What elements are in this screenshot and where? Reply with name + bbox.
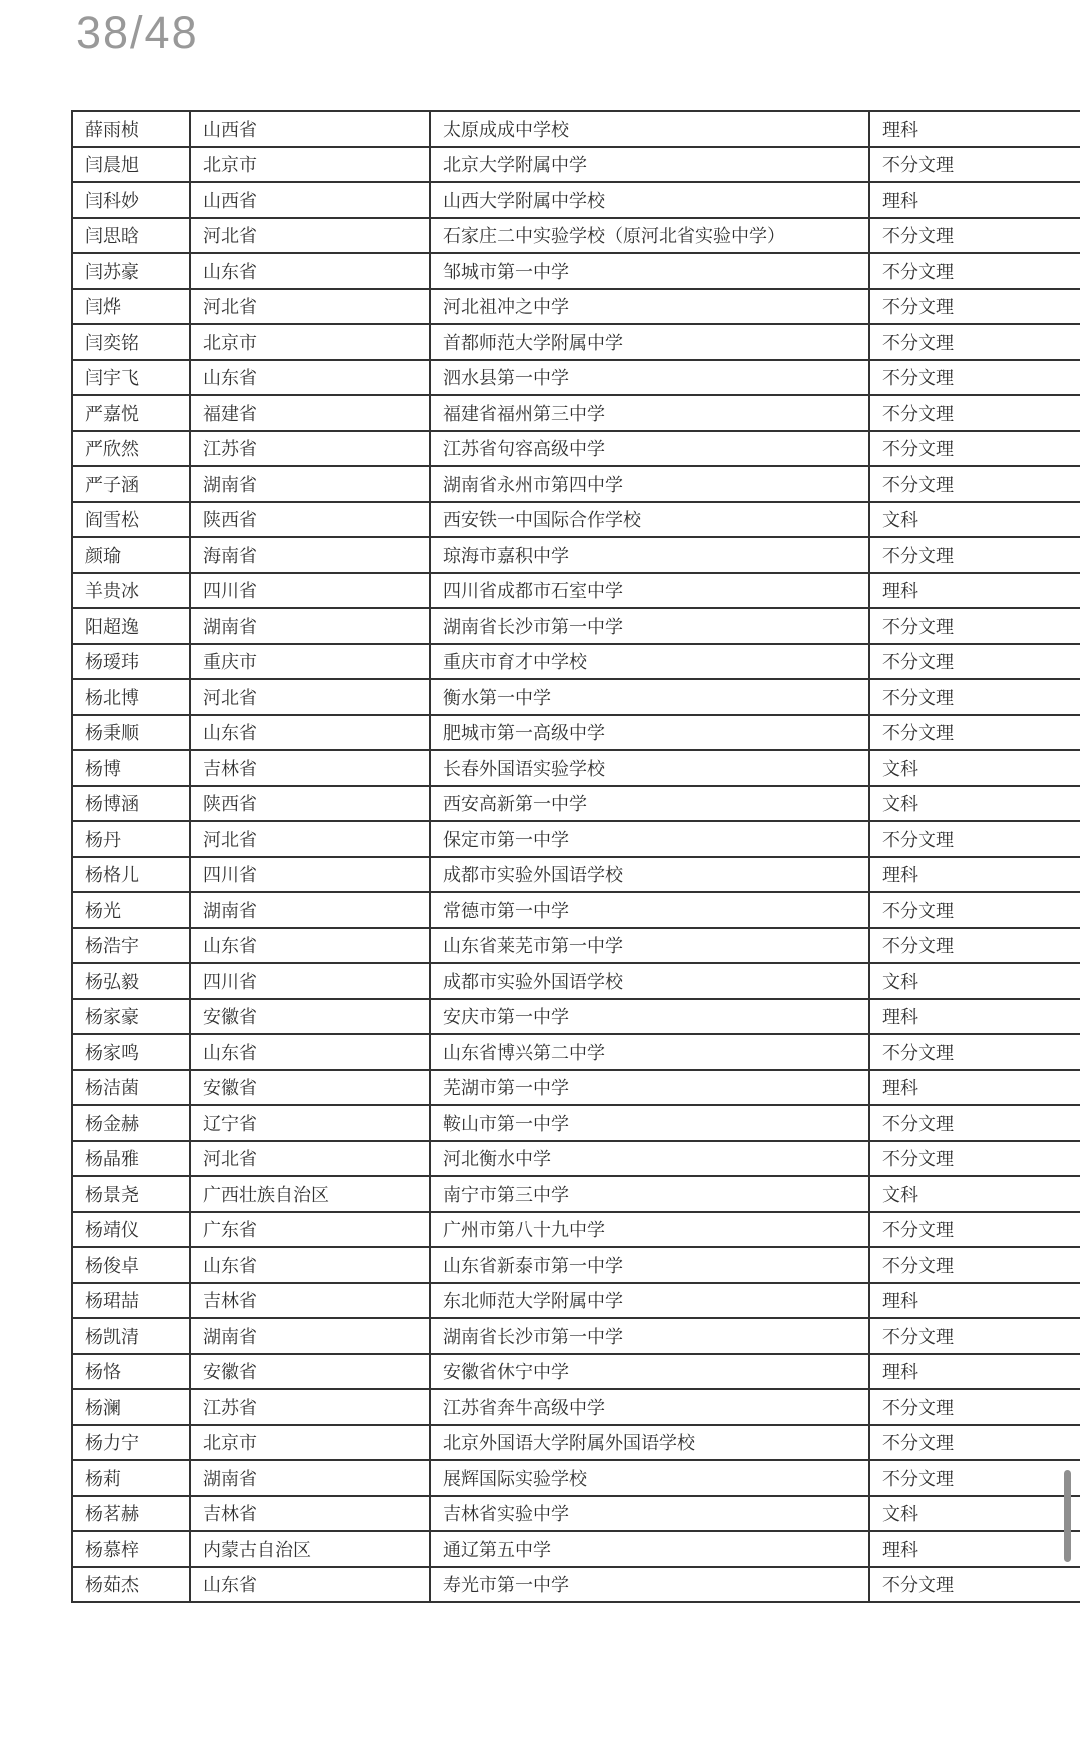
table-row <box>72 1531 1080 1567</box>
table-row <box>72 679 1080 715</box>
cell-province: 北京市 <box>190 324 430 360</box>
cell-school: 邹城市第一中学 <box>430 253 869 289</box>
cell-province: 山西省 <box>190 111 430 147</box>
cell-province: 湖南省 <box>190 608 430 644</box>
cell-name: 闫思晗 <box>72 218 190 254</box>
cell-school: 石家庄二中实验学校（原河北省实验中学） <box>430 218 869 254</box>
table-row <box>72 1318 1080 1354</box>
scrollbar-thumb[interactable] <box>1064 1470 1071 1562</box>
cell-province: 江苏省 <box>190 1389 430 1425</box>
cell-province: 辽宁省 <box>190 1105 430 1141</box>
cell-province: 四川省 <box>190 573 430 609</box>
cell-school: 北京外国语大学附属外国语学校 <box>430 1425 869 1461</box>
table-row <box>72 395 1080 431</box>
cell-category: 理科 <box>869 1531 1080 1567</box>
table-row <box>72 1460 1080 1496</box>
cell-category: 文科 <box>869 750 1080 786</box>
cell-name: 杨凯清 <box>72 1318 190 1354</box>
table-row <box>72 360 1080 396</box>
cell-province: 北京市 <box>190 147 430 183</box>
cell-school: 长春外国语实验学校 <box>430 750 869 786</box>
table-row <box>72 750 1080 786</box>
table-row <box>72 821 1080 857</box>
cell-school: 江苏省奔牛高级中学 <box>430 1389 869 1425</box>
cell-name: 杨晶雅 <box>72 1141 190 1177</box>
cell-name: 阳超逸 <box>72 608 190 644</box>
cell-province: 广西壮族自治区 <box>190 1176 430 1212</box>
cell-category: 不分文理 <box>869 1460 1080 1496</box>
cell-category: 不分文理 <box>869 715 1080 751</box>
cell-province: 福建省 <box>190 395 430 431</box>
cell-school: 湖南省长沙市第一中学 <box>430 608 869 644</box>
cell-name: 杨力宁 <box>72 1425 190 1461</box>
cell-category: 不分文理 <box>869 253 1080 289</box>
cell-school: 南宁市第三中学 <box>430 1176 869 1212</box>
table-row <box>72 111 1080 147</box>
cell-school: 太原成成中学校 <box>430 111 869 147</box>
cell-school: 琼海市嘉积中学 <box>430 537 869 573</box>
table-row <box>72 431 1080 467</box>
cell-name: 杨格儿 <box>72 857 190 893</box>
cell-name: 杨家鸣 <box>72 1034 190 1070</box>
cell-category: 理科 <box>869 999 1080 1035</box>
cell-province: 广东省 <box>190 1212 430 1248</box>
table-row <box>72 1283 1080 1319</box>
cell-name: 闫烨 <box>72 289 190 325</box>
cell-province: 湖南省 <box>190 892 430 928</box>
cell-name: 杨博 <box>72 750 190 786</box>
cell-school: 四川省成都市石室中学 <box>430 573 869 609</box>
cell-name: 羊贵冰 <box>72 573 190 609</box>
table-row <box>72 147 1080 183</box>
table-row <box>72 1141 1080 1177</box>
cell-province: 湖南省 <box>190 1460 430 1496</box>
cell-school: 北京大学附属中学 <box>430 147 869 183</box>
cell-province: 山东省 <box>190 1247 430 1283</box>
cell-school: 衡水第一中学 <box>430 679 869 715</box>
cell-school: 常德市第一中学 <box>430 892 869 928</box>
cell-school: 通辽第五中学 <box>430 1531 869 1567</box>
cell-name: 杨珺喆 <box>72 1283 190 1319</box>
table-row <box>72 644 1080 680</box>
cell-school: 江苏省句容高级中学 <box>430 431 869 467</box>
cell-name: 杨茹杰 <box>72 1567 190 1603</box>
cell-province: 安徽省 <box>190 1070 430 1106</box>
cell-province: 陕西省 <box>190 786 430 822</box>
table-row <box>72 1034 1080 1070</box>
cell-school: 芜湖市第一中学 <box>430 1070 869 1106</box>
cell-name: 闫晨旭 <box>72 147 190 183</box>
table-row <box>72 466 1080 502</box>
cell-category: 不分文理 <box>869 1212 1080 1248</box>
cell-province: 重庆市 <box>190 644 430 680</box>
cell-category: 不分文理 <box>869 218 1080 254</box>
cell-province: 四川省 <box>190 963 430 999</box>
cell-school: 保定市第一中学 <box>430 821 869 857</box>
cell-name: 杨光 <box>72 892 190 928</box>
cell-category: 文科 <box>869 1176 1080 1212</box>
cell-province: 河北省 <box>190 821 430 857</box>
cell-category: 不分文理 <box>869 431 1080 467</box>
table-row <box>72 857 1080 893</box>
cell-name: 杨澜 <box>72 1389 190 1425</box>
cell-category: 不分文理 <box>869 821 1080 857</box>
table-row <box>72 1070 1080 1106</box>
cell-school: 首都师范大学附属中学 <box>430 324 869 360</box>
cell-category: 文科 <box>869 963 1080 999</box>
cell-school: 山东省新泰市第一中学 <box>430 1247 869 1283</box>
cell-province: 吉林省 <box>190 750 430 786</box>
roster-table-body <box>72 111 1080 1602</box>
cell-category: 不分文理 <box>869 395 1080 431</box>
cell-name: 杨博涵 <box>72 786 190 822</box>
cell-province: 山东省 <box>190 1034 430 1070</box>
cell-school: 福建省福州第三中学 <box>430 395 869 431</box>
cell-province: 内蒙古自治区 <box>190 1531 430 1567</box>
cell-name: 严欣然 <box>72 431 190 467</box>
cell-name: 闫科妙 <box>72 182 190 218</box>
cell-name: 杨慕梓 <box>72 1531 190 1567</box>
table-row <box>72 999 1080 1035</box>
cell-name: 杨茗赫 <box>72 1496 190 1532</box>
cell-category: 理科 <box>869 111 1080 147</box>
cell-category: 不分文理 <box>869 1318 1080 1354</box>
cell-name: 杨洁菌 <box>72 1070 190 1106</box>
cell-category: 理科 <box>869 573 1080 609</box>
cell-name: 杨瑷玮 <box>72 644 190 680</box>
cell-province: 安徽省 <box>190 1354 430 1390</box>
table-row <box>72 573 1080 609</box>
cell-name: 颜瑜 <box>72 537 190 573</box>
cell-school: 安庆市第一中学 <box>430 999 869 1035</box>
cell-school: 山东省博兴第二中学 <box>430 1034 869 1070</box>
cell-school: 河北祖冲之中学 <box>430 289 869 325</box>
table-row <box>72 1247 1080 1283</box>
cell-category: 不分文理 <box>869 1141 1080 1177</box>
cell-school: 湖南省永州市第四中学 <box>430 466 869 502</box>
cell-category: 不分文理 <box>869 537 1080 573</box>
table-row <box>72 1567 1080 1603</box>
cell-school: 西安高新第一中学 <box>430 786 869 822</box>
cell-province: 吉林省 <box>190 1496 430 1532</box>
cell-province: 海南省 <box>190 537 430 573</box>
cell-category: 不分文理 <box>869 608 1080 644</box>
table-row <box>72 786 1080 822</box>
table-row <box>72 715 1080 751</box>
cell-name: 闫奕铭 <box>72 324 190 360</box>
cell-province: 山西省 <box>190 182 430 218</box>
cell-category: 不分文理 <box>869 147 1080 183</box>
cell-name: 薛雨桢 <box>72 111 190 147</box>
table-row <box>72 1176 1080 1212</box>
cell-province: 江苏省 <box>190 431 430 467</box>
cell-province: 四川省 <box>190 857 430 893</box>
table-row <box>72 963 1080 999</box>
cell-province: 陕西省 <box>190 502 430 538</box>
cell-province: 北京市 <box>190 1425 430 1461</box>
cell-category: 理科 <box>869 1354 1080 1390</box>
cell-category: 不分文理 <box>869 892 1080 928</box>
page-indicator: 38/48 <box>76 7 199 58</box>
cell-school: 重庆市育才中学校 <box>430 644 869 680</box>
cell-province: 山东省 <box>190 360 430 396</box>
cell-category: 不分文理 <box>869 644 1080 680</box>
cell-category: 不分文理 <box>869 1105 1080 1141</box>
cell-province: 山东省 <box>190 928 430 964</box>
table-row <box>72 892 1080 928</box>
cell-category: 不分文理 <box>869 1425 1080 1461</box>
cell-name: 杨浩宇 <box>72 928 190 964</box>
cell-name: 杨景尧 <box>72 1176 190 1212</box>
cell-name: 杨秉顺 <box>72 715 190 751</box>
cell-name: 严子涵 <box>72 466 190 502</box>
cell-category: 不分文理 <box>869 928 1080 964</box>
cell-school: 吉林省实验中学 <box>430 1496 869 1532</box>
table-row <box>72 182 1080 218</box>
cell-category: 理科 <box>869 182 1080 218</box>
cell-school: 成都市实验外国语学校 <box>430 963 869 999</box>
cell-school: 西安铁一中国际合作学校 <box>430 502 869 538</box>
cell-school: 展辉国际实验学校 <box>430 1460 869 1496</box>
table-row <box>72 537 1080 573</box>
cell-category: 不分文理 <box>869 324 1080 360</box>
table-row <box>72 928 1080 964</box>
cell-province: 山东省 <box>190 715 430 751</box>
cell-category: 理科 <box>869 1070 1080 1106</box>
cell-category: 文科 <box>869 502 1080 538</box>
cell-province: 河北省 <box>190 289 430 325</box>
table-row <box>72 1354 1080 1390</box>
cell-category: 不分文理 <box>869 679 1080 715</box>
cell-name: 杨家豪 <box>72 999 190 1035</box>
cell-school: 鞍山市第一中学 <box>430 1105 869 1141</box>
table-row <box>72 218 1080 254</box>
table-row <box>72 608 1080 644</box>
cell-category: 理科 <box>869 1283 1080 1319</box>
cell-category: 不分文理 <box>869 1247 1080 1283</box>
table-row <box>72 1496 1080 1532</box>
cell-category: 不分文理 <box>869 360 1080 396</box>
cell-school: 山西大学附属中学校 <box>430 182 869 218</box>
cell-school: 寿光市第一中学 <box>430 1567 869 1603</box>
table-row <box>72 1389 1080 1425</box>
cell-province: 山东省 <box>190 1567 430 1603</box>
cell-name: 杨莉 <box>72 1460 190 1496</box>
table-row <box>72 1105 1080 1141</box>
cell-name: 杨靖仪 <box>72 1212 190 1248</box>
cell-name: 杨恪 <box>72 1354 190 1390</box>
table-row <box>72 324 1080 360</box>
cell-category: 不分文理 <box>869 1389 1080 1425</box>
cell-school: 河北衡水中学 <box>430 1141 869 1177</box>
cell-category: 文科 <box>869 786 1080 822</box>
cell-category: 理科 <box>869 857 1080 893</box>
cell-name: 杨俊卓 <box>72 1247 190 1283</box>
cell-name: 杨北博 <box>72 679 190 715</box>
cell-province: 河北省 <box>190 679 430 715</box>
cell-category: 不分文理 <box>869 289 1080 325</box>
cell-school: 广州市第八十九中学 <box>430 1212 869 1248</box>
cell-school: 肥城市第一高级中学 <box>430 715 869 751</box>
cell-province: 吉林省 <box>190 1283 430 1319</box>
cell-name: 严嘉悦 <box>72 395 190 431</box>
cell-name: 杨金赫 <box>72 1105 190 1141</box>
table-row <box>72 1425 1080 1461</box>
cell-name: 闫宇飞 <box>72 360 190 396</box>
cell-name: 阎雪松 <box>72 502 190 538</box>
cell-school: 安徽省休宁中学 <box>430 1354 869 1390</box>
cell-category: 文科 <box>869 1496 1080 1532</box>
cell-school: 山东省莱芜市第一中学 <box>430 928 869 964</box>
cell-province: 湖南省 <box>190 1318 430 1354</box>
cell-category: 不分文理 <box>869 466 1080 502</box>
table-row <box>72 502 1080 538</box>
table-row <box>72 289 1080 325</box>
cell-name: 杨弘毅 <box>72 963 190 999</box>
cell-province: 安徽省 <box>190 999 430 1035</box>
cell-province: 湖南省 <box>190 466 430 502</box>
cell-category: 不分文理 <box>869 1567 1080 1603</box>
cell-province: 山东省 <box>190 253 430 289</box>
cell-province: 河北省 <box>190 1141 430 1177</box>
cell-school: 泗水县第一中学 <box>430 360 869 396</box>
cell-school: 湖南省长沙市第一中学 <box>430 1318 869 1354</box>
cell-category: 不分文理 <box>869 1034 1080 1070</box>
cell-name: 杨丹 <box>72 821 190 857</box>
cell-school: 成都市实验外国语学校 <box>430 857 869 893</box>
roster-table <box>71 110 1080 1603</box>
table-row <box>72 253 1080 289</box>
cell-school: 东北师范大学附属中学 <box>430 1283 869 1319</box>
cell-name: 闫苏豪 <box>72 253 190 289</box>
table-row <box>72 1212 1080 1248</box>
cell-province: 河北省 <box>190 218 430 254</box>
